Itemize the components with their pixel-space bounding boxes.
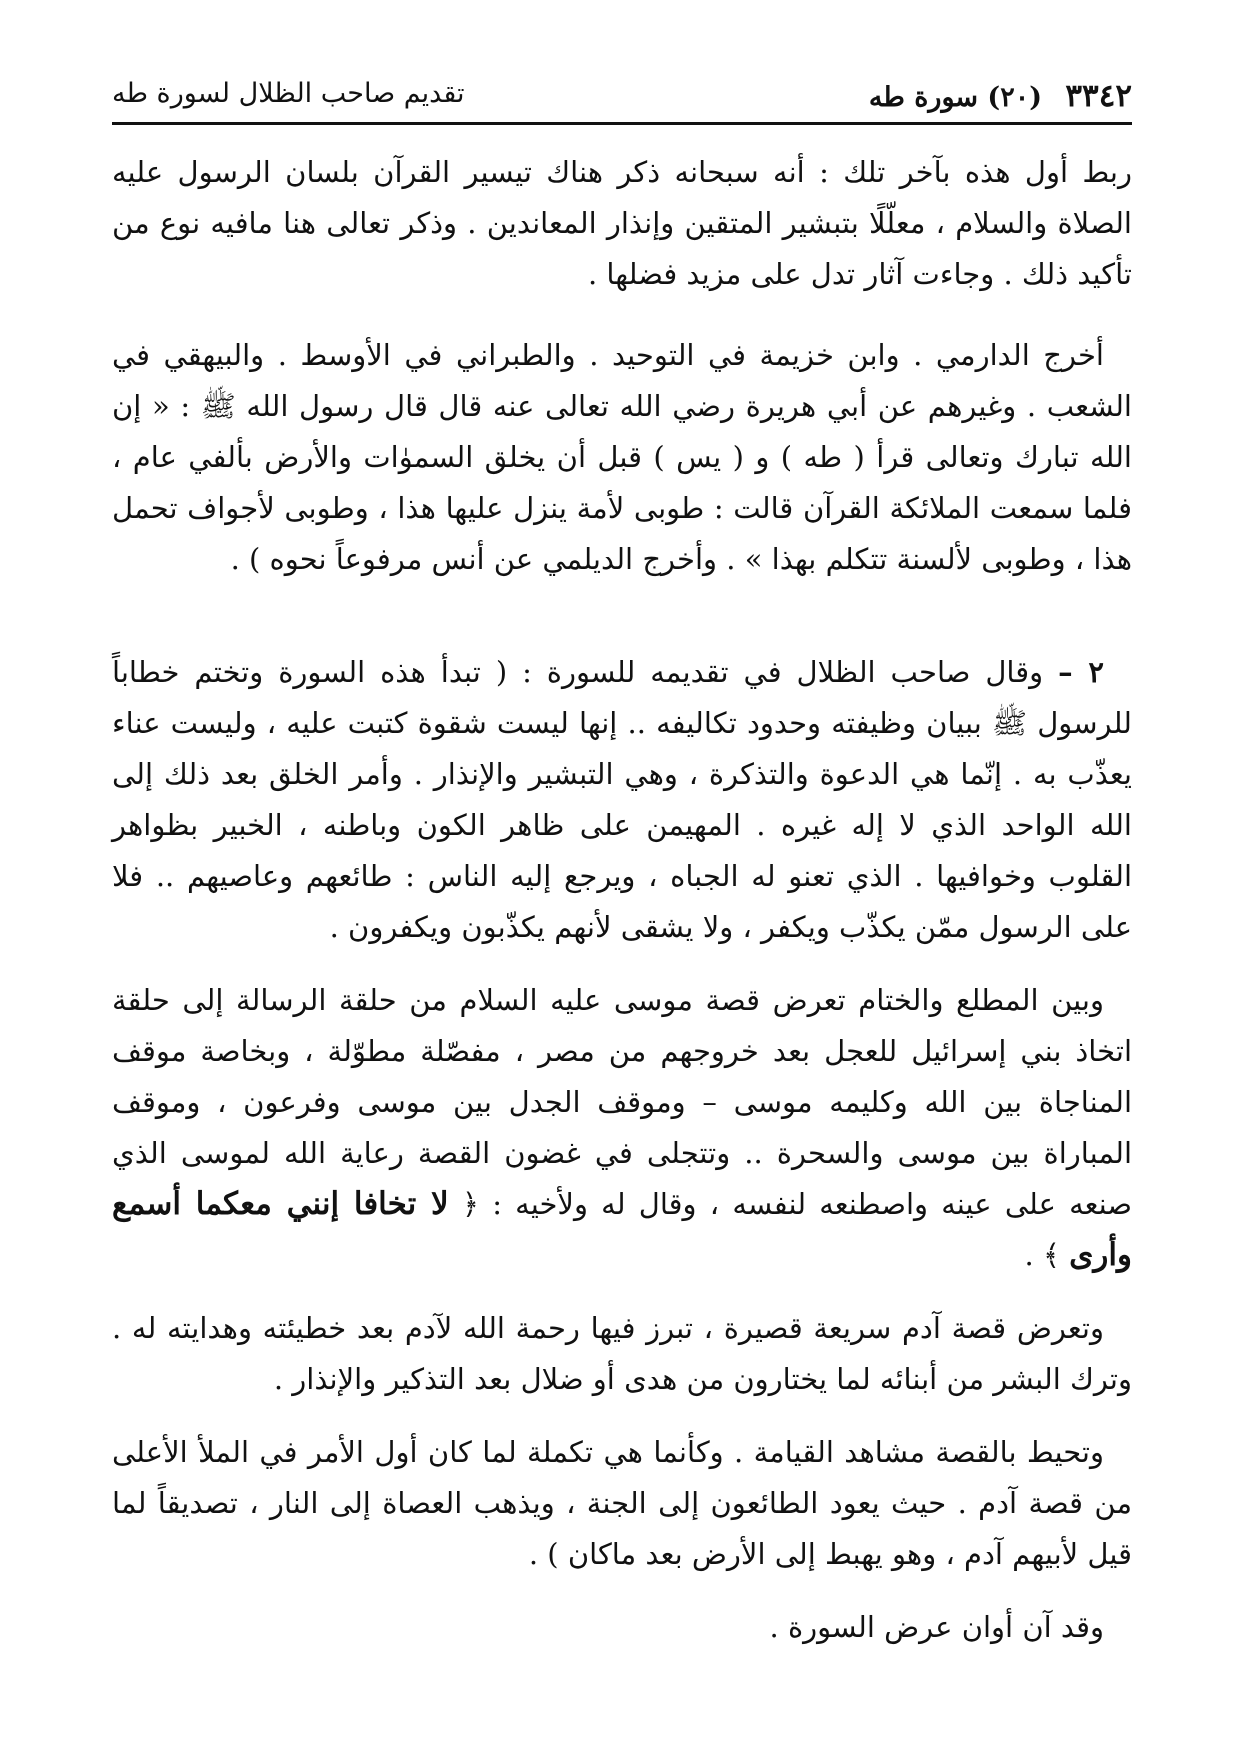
paragraph-3-text: وقال صاحب الظلال في تقديمه للسورة : ( تبدأ هذه السورة وتختم خطاباً للرسول ﷺ ببيان وظيفته وحدود تكاليفه .. إنها ليست شقوة كتبت عليه ، وليست عناء يعذّب به . إنّما هي الدعوة والتذكرة ، وهي التبشير والإنذار . وأمر الخلق بعد ذلك إلى الله الواحد الذي لا إله غيره . المهيمن على ظاهر الكون وباطنه ، الخبير بظواهر القلوب وخوافيها . الذي تعنو له الجباه ، ويرجع إليه الناس : طائعهم وعاصيهم .. فلا على الرسول ممّن يكذّب ويكفر ، ولا يشقى لأنهم يكذّبون ويكفرون . (112, 655, 1132, 944)
paragraph-4-text: وبين المطلع والختام تعرض قصة موسى عليه السلام من حلقة الرسالة إلى حلقة اتخاذ بني إسرائيل للعجل بعد خروجهم من مصر ، مفصّلة مطوّلة ، وبخاصة موقف المناجاة بين الله وكليمه موسى – وموقف الجدل بين موسى وفرعون ، وموقف المباراة بين موسى والسحرة .. وتتجلى في غضون القصة رعاية الله لموسى الذي صنعه على عينه واصطنعه لنفسه ، وقال له ولأخيه : (112, 983, 1133, 1221)
header-page-info (869, 78, 1132, 114)
paragraph-6: وتحيط بالقصة مشاهد القيامة . وكأنما هي تكملة لما كان أول الأمر في الملأ الأعلى من قصة آدم . حيث يعود الطائعون إلى الجنة ، ويذهب العصاة إلى النار ، تصديقاً لما قيل لأبيهم آدم ، وهو يهبط إلى الأرض بعد ماكان ) . (112, 1435, 1132, 1571)
chapter-reference: (٢٠) سورة طه (868, 82, 1042, 113)
paragraph-7: وقد آن أوان عرض السورة . (769, 1610, 1104, 1644)
paragraph-5: وتعرض قصة آدم سريعة قصيرة ، تبرز فيها رحمة الله لآدم بعد خطيئته وهدايته له . وترك البشر من أبنائه لما يختارون من هدى أو ضلال بعد التذكير والإنذار . (112, 1311, 1132, 1396)
running-title: تقديم صاحب الظلال لسورة طه (112, 78, 465, 109)
paragraph-2: أخرج الدارمي . وابن خزيمة في التوحيد . والطبراني في الأوسط . والبيهقي في الشعب . وغيرهم عن أبي هريرة رضي الله تعالى عنه قال قال رسول الله ﷺ : « إن الله تبارك وتعالى قرأ ( طه ) و ( يس ) قبل أن يخلق السموٰات والأرض بألفي عام ، فلما سمعت الملائكة القرآن قالت : طوبى لأمة ينزل عليها هذا ، وطوبى لأجواف تحمل هذا ، وطوبى لألسنة تتكلم بهذا » . وأخرج الديلمي عن أنس مرفوعاً نحوه ) . (112, 338, 1132, 576)
quran-open-bracket: ﴿ (461, 1187, 479, 1221)
item-number: ٢ – (1058, 655, 1104, 689)
quran-close-bracket: ﴾ . (1024, 1238, 1060, 1272)
quran-verse: لا تخافا إنني معكما أسمع وأرى (112, 1186, 1132, 1273)
body-text (112, 147, 1132, 1653)
paragraph-3 (112, 647, 1132, 953)
paragraph-1: ربط أول هذه بآخر تلك : أنه سبحانه ذكر هناك تيسير القرآن بلسان الرسول عليه الصلاة والسلام ، معلّلًا بتبشير المتقين وإنذار المعاندين . وذكر تعالى هنا مافيه نوع من تأكيد ذلك . وجاءت آثار تدل على مزيد فضلها . (112, 155, 1132, 291)
running-header (112, 70, 1132, 125)
book-page (112, 70, 1132, 1653)
page-number: ٣٣٤٢ (1065, 78, 1132, 114)
paragraph-4 (112, 975, 1132, 1281)
